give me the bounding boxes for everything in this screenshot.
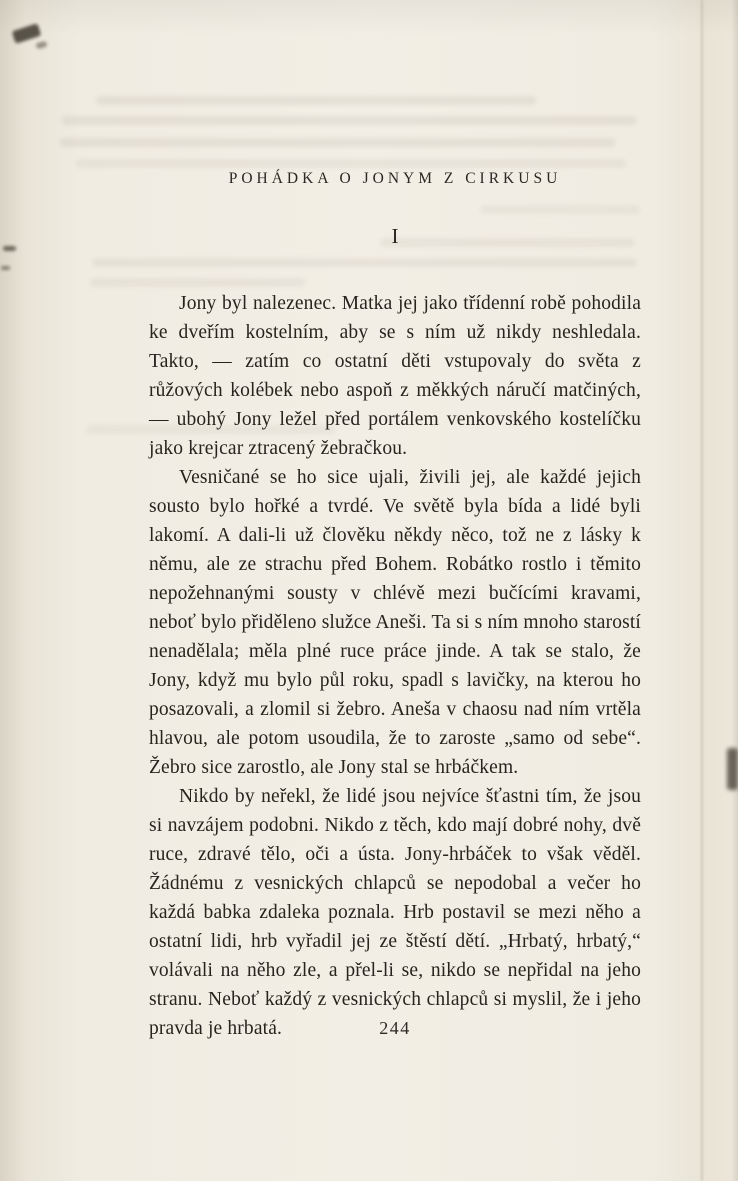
paragraph: Jony byl nalezenec. Matka jej jako třídenní robě pohodila ke dveřím kostelním, aby se s ním už nikdy neshledala. Takto, — zatím co ostatní děti vstupovaly do světa z růžových kolébek nebo aspoň z měkkých náručí matčiných, — ubohý Jony ležel před portálem venkovského kostelíčku jako krejcar ztracený žebračkou. xyxy=(149,293,641,459)
page-title: POHÁDKA O JONYM Z CIRKUSU xyxy=(228,170,562,187)
scan-smudge xyxy=(3,246,16,251)
text-column xyxy=(149,0,641,1043)
body-text xyxy=(149,289,641,1043)
paragraph: Vesničané se ho sice ujali, živili jej, ale každé jejich sousto bylo hořké a tvrdé. Ve světě byla bída a lidé byli lakomí. A dali-li už člověku někdy něco, tož ne z lásky k němu, ale ze strachu před Bohem. Robátko rostlo i těmito nepožehnanými sousty v chlévě mezi bučícími kravami, neboť bylo přiděleno služce Aneši. Ta si s ním mnoho starostí nenadělala; měla plné ruce práce jinde. A tak se stalo, že Jony, když mu bylo půl roku, spadl s lavičky, na kterou ho posazovali, a zlomil si žebro. Aneša v chaosu nad ním vrtěla hlavou, ale potom usoudila, že to zaroste „samo od sebe“. Žebro sice zarostlo, ale Jony stal se hrbáčkem. xyxy=(149,467,641,778)
scan-smudge xyxy=(1,266,10,270)
scan-smudge xyxy=(12,23,42,44)
chapter-numeral: I xyxy=(391,224,399,248)
page-edge-shadow xyxy=(731,0,738,1181)
scan-smudge xyxy=(35,41,47,49)
page-number: 244 xyxy=(379,1018,411,1038)
page-crease xyxy=(701,0,703,1181)
paragraph: Nikdo by neřekl, že lidé jsou nejvíce šťastni tím, že jsou si navzájem podobni. Nikdo z těch, kdo mají dobré nohy, dvě ruce, zdravé tělo, oči a ústa. Jony-hrbáček to však věděl. Žádnému z vesnických chlapců se nepodobal a večer ho každá babka zdaleka poznala. Hrb postavil se mezi něho a ostatní lidi, hrb vyřadil jej ze štěstí dětí. „Hrbatý, hrbatý,“ volávali na něho zle, a přel-li se, nikdo se nepřidal na jeho stranu. Neboť každý z vesnických chlapců si myslil, že i jeho pravda je hrbatá. xyxy=(149,786,641,1039)
